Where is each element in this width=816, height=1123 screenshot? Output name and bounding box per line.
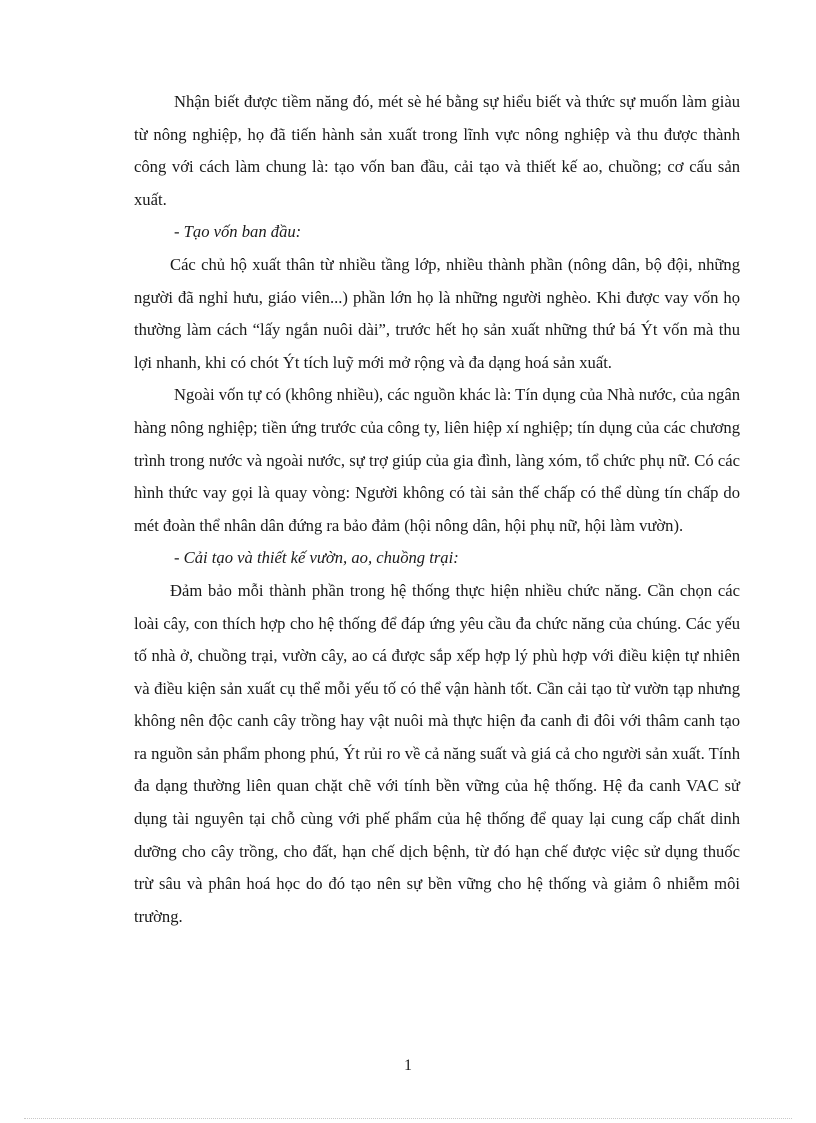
document-page — [134, 86, 740, 933]
page-number: 1 — [404, 1057, 412, 1074]
funding-sources-paragraph: Ngoài vốn tự có (không nhiều), các nguồn khác là: Tín dụng của Nhà nước, của ngân hàng nông nghiệp; tiền ứng trước của công ty, liên hiệp xí nghiệp; tín dụng của các chương trình trong nước và ngoài nước, sự trợ giúp của gia đình, làng xóm, tổ chức phụ nữ. Có các hình thức vay gọi là quay vòng: Người không có tài sản thế chấp có thể dùng tín chấp do mét đoàn thể nhân dân đứng ra bảo đảm (hội nông dân, hội phụ nữ, hội làm vườn). — [134, 385, 740, 535]
page-bottom-divider — [24, 1118, 792, 1119]
section-heading-design: - Cải tạo và thiết kế vườn, ao, chuồng trại: — [174, 548, 459, 568]
intro-paragraph: Nhận biết được tiềm năng đó, mét sè hé bằng sự hiểu biết và thức sự muốn làm giàu từ nông nghiệp, họ đã tiến hành sản xuất trong lĩnh vực nông nghiệp và thu được thành công với cách làm chung là: tạo vốn ban đầu, cải tạo và thiết kế ao, chuồng; cơ cấu sản xuất. — [134, 92, 740, 209]
section-heading-capital: - Tạo vốn ban đầu: — [174, 222, 302, 242]
design-paragraph: Đảm bảo mỗi thành phần trong hệ thống thực hiện nhiều chức năng. Cần chọn các loài cây, con thích hợp cho hệ thống để đáp ứng yêu cầu đa chức năng của chúng. Các yếu tố nhà ở, chuồng trại, vườn cây, ao cá được sắp xếp hợp lý phù hợp với điều kiện tự nhiên và điều kiện sản xuất cụ thể mỗi yếu tố có thể vận hành tốt. Cần cải tạo từ vườn tạp nhưng không nên độc canh cây trồng hay vật nuôi mà thực hiện đa canh đi đôi với thâm canh tạo ra nguồn sản phẩm phong phú, Ýt rủi ro về cả năng suất và giá cả cho người sản xuất. Tính đa dạng thường liên quan chặt chẽ với tính bền vững của hệ thống. Hệ đa canh VAC sử dụng tài nguyên tại chỗ cùng với phế phẩm của hệ thống để quay lại cung cấp chất dinh dưỡng cho cây trồng, cho đất, hạn chế dịch bệnh, từ đó hạn chế được việc sử dụng thuốc trừ sâu và phân hoá học do đó tạo nên sự bền vững cho hệ thống và giảm ô nhiễm môi trường. — [134, 580, 740, 926]
capital-paragraph: Các chủ hộ xuất thân từ nhiều tầng lớp, nhiều thành phần (nông dân, bộ đội, những người đã nghỉ hưu, giáo viên...) phần lớn họ là những người nghèo. Khi được vay vốn họ thường làm cách “lấy ngắn nuôi dài”, trước hết họ sản xuất những thứ bá Ýt vốn mà thu lợi nhanh, khi có chót Ýt tích luỹ mới mở rộng và đa dạng hoá sản xuất. — [134, 254, 740, 372]
